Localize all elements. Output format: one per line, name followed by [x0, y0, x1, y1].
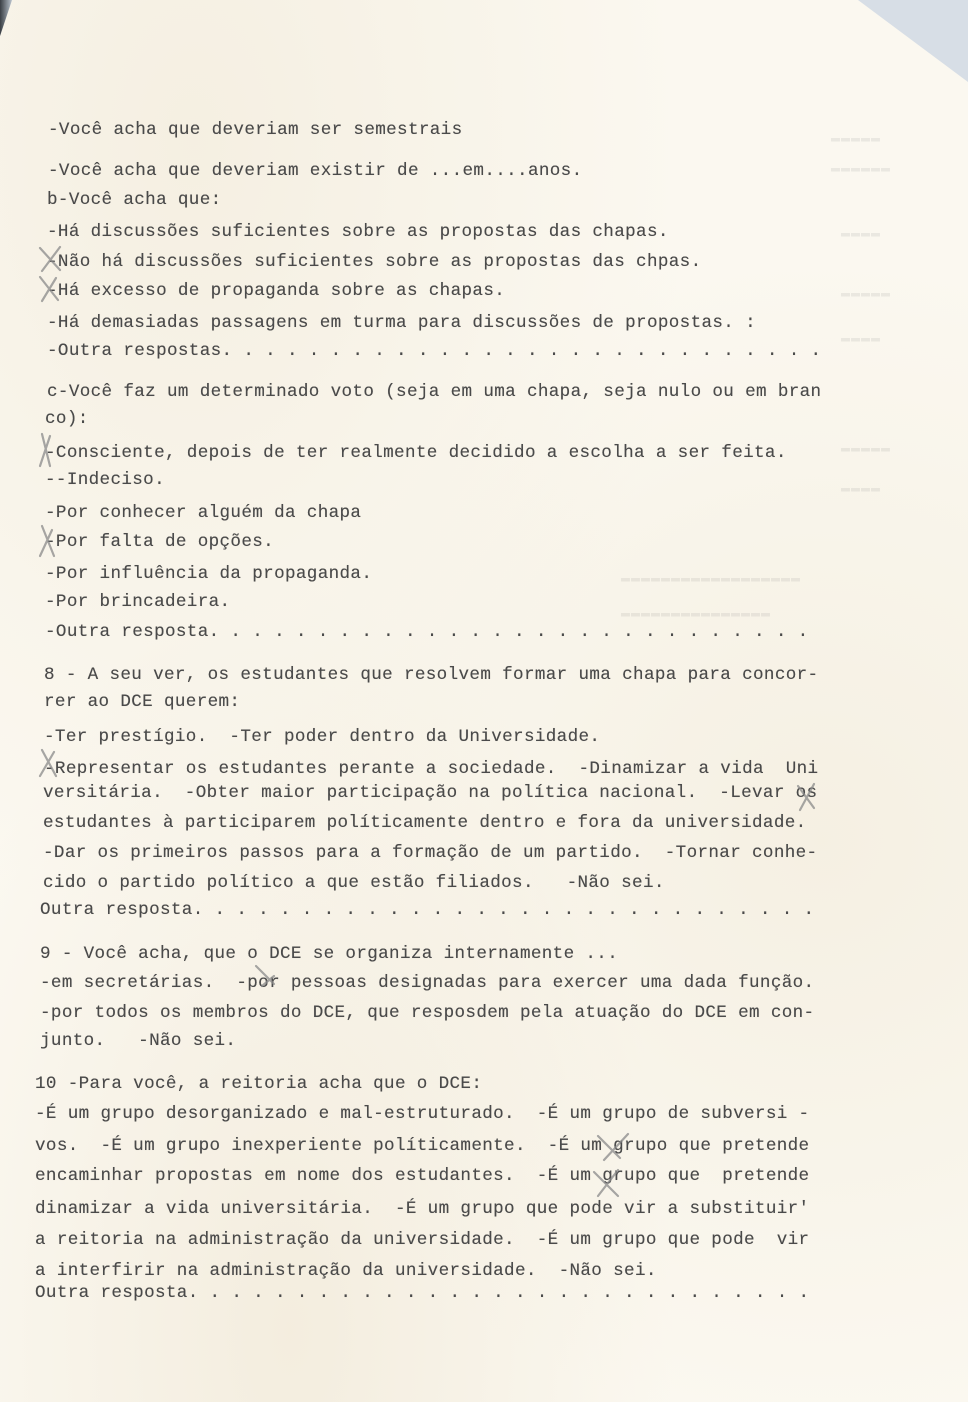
text-line: -Representar os estudantes perante a sociedade. -Dinamizar a vida Uni [44, 759, 819, 779]
text-line: 9 - Você acha, que o DCE se organiza internamente ... [40, 944, 619, 964]
text-line: -Por brincadeira. [45, 592, 231, 612]
text-line: encaminhar propostas em nome dos estudantes. -É um grupo que pretende [35, 1166, 810, 1186]
text-line: -Há demasiadas passagens em turma para discussões de propostas. : [47, 313, 757, 333]
text-line: -Por conhecer alguém da chapa [45, 503, 362, 523]
text-line: --Indeciso. [45, 470, 165, 490]
text-line: 8 - A seu ver, os estudantes que resolvem formar uma chapa para concor- [44, 665, 819, 685]
text-line: vos. -É um grupo inexperiente políticamente. -É um grupo que pretende [35, 1136, 810, 1156]
text-line: -Outra resposta. . . . . . . . . . . . . . . . . . . . . . . . . . . . [45, 622, 809, 642]
bleed-through-texture: ▬▬▬▬▬ [830, 130, 881, 147]
text-line: a interfirir na administração da universidade. -Não sei. [35, 1261, 657, 1281]
text-line: -Há discussões suficientes sobre as propostas das chapas. [47, 222, 669, 242]
text-line: -Por influência da propaganda. [45, 564, 373, 584]
text-line: Outra resposta. . . . . . . . . . . . . . . . . . . . . . . . . . . . . [40, 900, 815, 920]
text-line: -Não há discussões suficientes sobre as propostas das chpas. [47, 252, 702, 272]
bleed-through-texture: ▬▬▬▬▬▬ [830, 160, 891, 177]
text-line: -por todos os membros do DCE, que resposdem pela atuação do DCE em con- [40, 1003, 815, 1023]
bleed-through-texture: ▬▬▬▬ [840, 480, 881, 497]
text-line: b-Você acha que: [47, 190, 222, 210]
text-line: -Ter prestígio. -Ter poder dentro da Universidade. [44, 727, 601, 747]
bleed-through-texture: ▬▬▬▬ [840, 330, 881, 347]
text-line: -em secretárias. -por pessoas designadas para exercer uma dada função. [40, 973, 815, 993]
text-line: -Dar os primeiros passos para a formação de um partido. -Tornar conhe- [43, 843, 818, 863]
text-line: dinamizar a vida universitária. -É um grupo que pode vir a substituir' [35, 1199, 810, 1219]
text-line: -Há excesso de propaganda sobre as chapas. [47, 281, 506, 301]
text-line: 10 -Para você, a reitoria acha que o DCE: [35, 1074, 483, 1094]
text-line: rer ao DCE querem: [44, 692, 241, 712]
text-line: junto. -Não sei. [40, 1031, 237, 1051]
text-line: -Outra respostas. . . . . . . . . . . . . . . . . . . . . . . . . . . . [47, 341, 822, 361]
text-line: estudantes à participarem políticamente dentro e fora da universidade. [43, 813, 807, 833]
text-line: -Você acha que deveriam existir de ...em....anos. [48, 161, 583, 181]
text-line: -Consciente, depois de ter realmente decidido a escolha a ser feita. [45, 443, 787, 463]
bleed-through-texture: ▬▬▬▬▬ [840, 440, 891, 457]
bleed-through-texture: ▬▬▬▬▬▬▬▬▬▬▬▬▬▬▬▬▬▬ [620, 570, 801, 587]
bleed-through-texture: ▬▬▬▬▬ [840, 285, 891, 302]
text-line: c-Você faz um determinado voto (seja em uma chapa, seja nulo ou em bran [47, 382, 822, 402]
text-line: Outra resposta. . . . . . . . . . . . . . . . . . . . . . . . . . . . . [35, 1283, 810, 1303]
bleed-through-texture: ▬▬▬▬ [840, 225, 881, 242]
text-line: versitária. -Obter maior participação na política nacional. -Levar os [43, 783, 818, 803]
text-line: -Você acha que deveriam ser semestrais [48, 120, 463, 140]
text-line: cido o partido político a que estão filiados. -Não sei. [43, 873, 665, 893]
text-line: -É um grupo desorganizado e mal-estruturado. -É um grupo de subversi - [35, 1104, 810, 1124]
text-line: co): [45, 409, 89, 429]
bleed-through-texture: ▬▬▬▬▬▬▬▬▬▬▬▬▬▬▬ [620, 605, 771, 622]
text-line: a reitoria na administração da universidade. -É um grupo que pode vir [35, 1230, 810, 1250]
text-line: -Por falta de opções. [45, 532, 275, 552]
